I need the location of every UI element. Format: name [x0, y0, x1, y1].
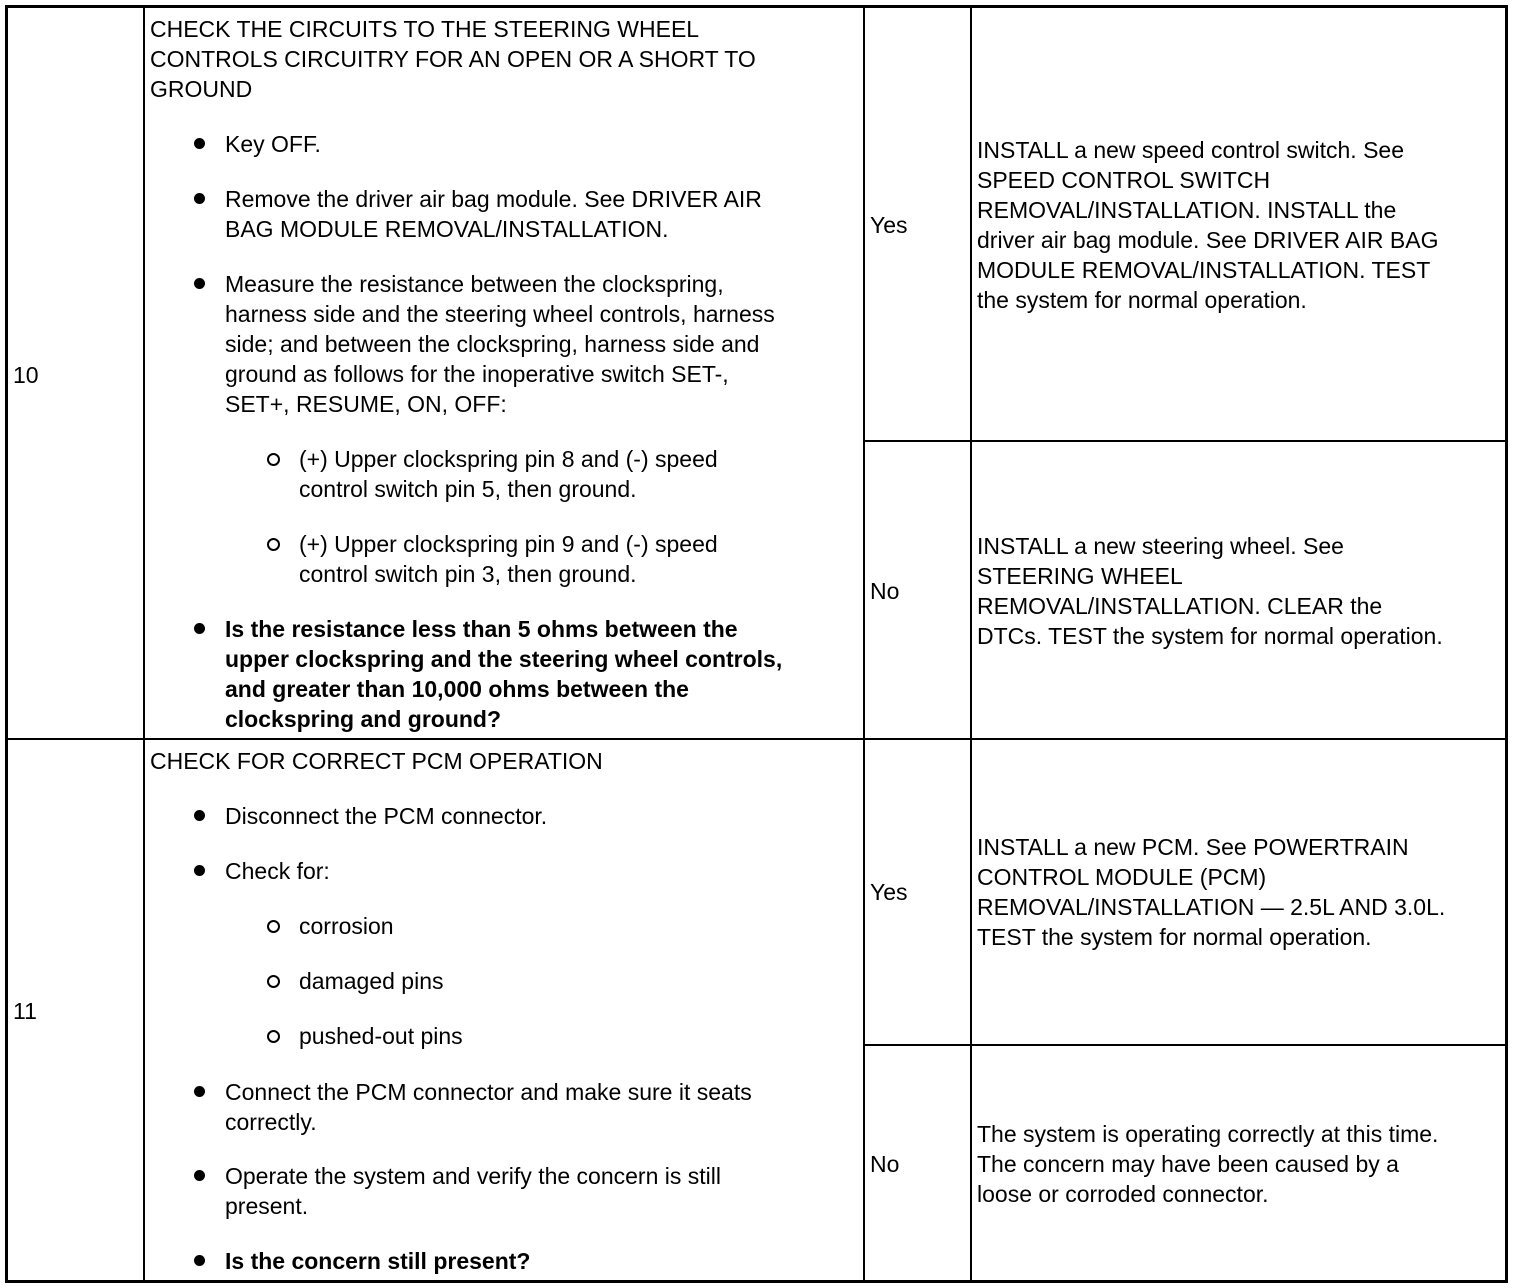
sub-list-item: control switch pin 5, then ground. [299, 476, 637, 502]
sub-bullet-icon [267, 538, 280, 551]
bullet-icon [194, 1255, 205, 1266]
step-number: 11 [13, 998, 37, 1024]
question: clockspring and ground? [225, 706, 502, 732]
yes-action: CONTROL MODULE (PCM) [977, 864, 1267, 890]
step-heading: CHECK THE CIRCUITS TO THE STEERING WHEEL [150, 16, 700, 42]
no-action: The concern may have been caused by a [977, 1151, 1399, 1177]
list-item: Check for: [225, 858, 330, 884]
question: and greater than 10,000 ohms between the [225, 676, 689, 702]
bullet-icon [194, 865, 205, 876]
yes-action: REMOVAL/INSTALLATION — 2.5L AND 3.0L. [977, 894, 1446, 920]
row-divider [863, 440, 1508, 442]
column-divider [863, 5, 865, 1283]
yes-action: INSTALL a new speed control switch. See [977, 137, 1404, 163]
sub-list-item: pushed-out pins [299, 1023, 463, 1049]
list-item: SET+, RESUME, ON, OFF: [225, 391, 507, 417]
list-item: harness side and the steering wheel controls, harness [225, 301, 775, 327]
list-item: Disconnect the PCM connector. [225, 803, 548, 829]
step-heading: GROUND [150, 76, 253, 102]
list-item: BAG MODULE REMOVAL/INSTALLATION. [225, 216, 669, 242]
bullet-icon [194, 138, 205, 149]
question: Is the resistance less than 5 ohms between the [225, 616, 738, 642]
bullet-icon [194, 1086, 205, 1097]
sub-list-item: damaged pins [299, 968, 444, 994]
yes-label: Yes [870, 212, 908, 238]
yes-action: driver air bag module. See DRIVER AIR BAG [977, 227, 1439, 253]
sub-bullet-icon [267, 975, 280, 988]
no-label: No [870, 578, 900, 604]
list-item: Connect the PCM connector and make sure it seats [225, 1079, 752, 1105]
yes-action: the system for normal operation. [977, 287, 1307, 313]
step-number: 10 [13, 362, 39, 388]
row-divider [5, 738, 1508, 740]
bullet-icon [194, 278, 205, 289]
step-heading: CHECK FOR CORRECT PCM OPERATION [150, 748, 603, 774]
bullet-icon [194, 623, 205, 634]
list-item: Operate the system and verify the concern is still [225, 1163, 721, 1189]
sub-bullet-icon [267, 920, 280, 933]
no-action: DTCs. TEST the system for normal operation. [977, 623, 1443, 649]
yes-action: MODULE REMOVAL/INSTALLATION. TEST [977, 257, 1431, 283]
column-divider [970, 5, 972, 1283]
row-divider [863, 1044, 1508, 1046]
yes-label: Yes [870, 879, 908, 905]
sub-list-item: control switch pin 3, then ground. [299, 561, 637, 587]
list-item: Key OFF. [225, 131, 321, 157]
list-item: correctly. [225, 1109, 317, 1135]
no-action: REMOVAL/INSTALLATION. CLEAR the [977, 593, 1383, 619]
list-item: ground as follows for the inoperative switch SET-, [225, 361, 729, 387]
sub-list-item: (+) Upper clockspring pin 8 and (-) speed [299, 446, 718, 472]
question: Is the concern still present? [225, 1248, 531, 1274]
sub-list-item: corrosion [299, 913, 394, 939]
no-action: The system is operating correctly at this time. [977, 1121, 1439, 1147]
yes-action: REMOVAL/INSTALLATION. INSTALL the [977, 197, 1397, 223]
column-divider [143, 5, 145, 1283]
sub-list-item: (+) Upper clockspring pin 9 and (-) speed [299, 531, 718, 557]
yes-action: SPEED CONTROL SWITCH [977, 167, 1271, 193]
no-action: STEERING WHEEL [977, 563, 1183, 589]
list-item: side; and between the clockspring, harness side and [225, 331, 760, 357]
sub-bullet-icon [267, 453, 280, 466]
list-item: present. [225, 1193, 309, 1219]
bullet-icon [194, 1170, 205, 1181]
no-action: INSTALL a new steering wheel. See [977, 533, 1344, 559]
yes-action: INSTALL a new PCM. See POWERTRAIN [977, 834, 1409, 860]
list-item: Remove the driver air bag module. See DRIVER AIR [225, 186, 762, 212]
question: upper clockspring and the steering wheel controls, [225, 646, 783, 672]
no-label: No [870, 1151, 900, 1177]
no-action: loose or corroded connector. [977, 1181, 1269, 1207]
bullet-icon [194, 193, 205, 204]
yes-action: TEST the system for normal operation. [977, 924, 1372, 950]
bullet-icon [194, 810, 205, 821]
step-heading: CONTROLS CIRCUITRY FOR AN OPEN OR A SHORT TO [150, 46, 756, 72]
list-item: Measure the resistance between the clockspring, [225, 271, 724, 297]
sub-bullet-icon [267, 1030, 280, 1043]
